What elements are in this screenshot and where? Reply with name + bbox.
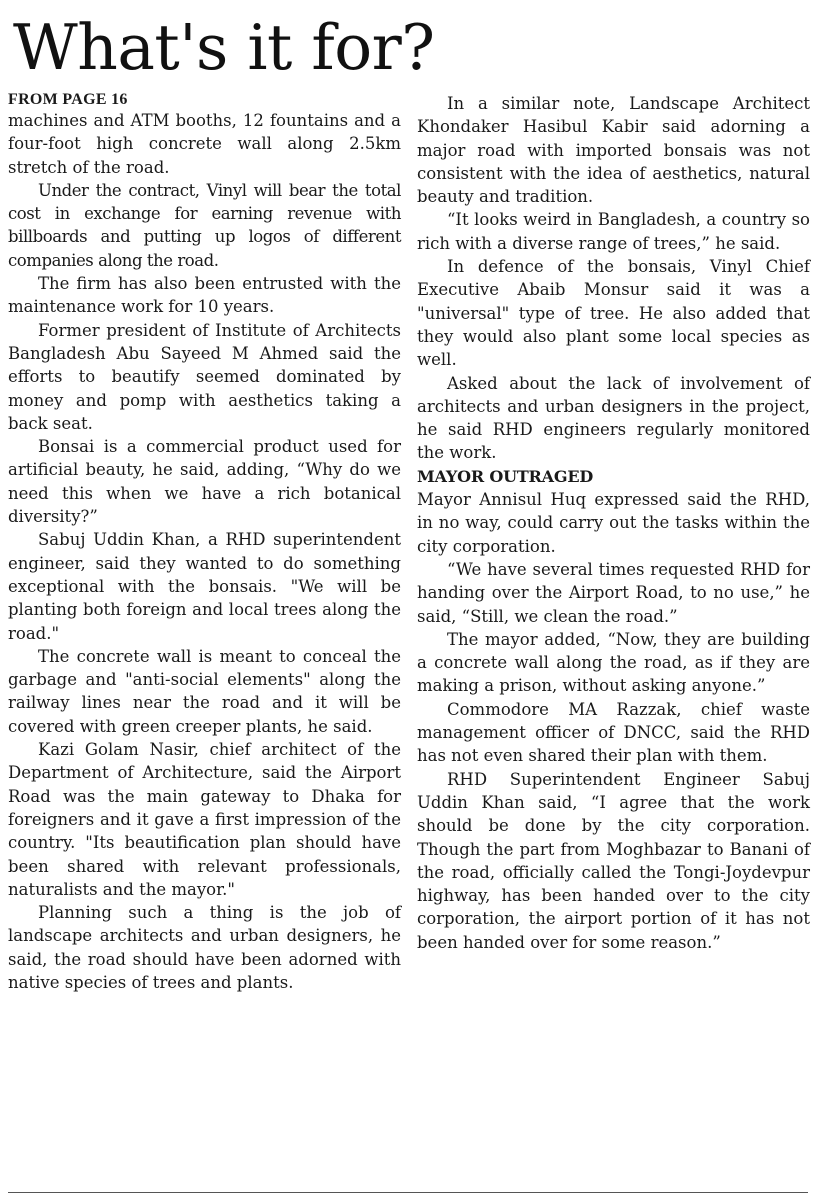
paragraph: In a similar note, Landscape Architect Khondaker Hasibul Kabir said adorning a major road with imported bonsais was not consistent with the idea of aesthetics, natural beauty and tradition. [417, 94, 810, 207]
paragraph: The concrete wall is meant to conceal the garbage and "anti-social elements" along the railway lines near the road and it will be covered with green creeper plants, he said. [8, 646, 401, 736]
paragraph: In defence of the bonsais, Vinyl Chief Executive Abaib Monsur said it was a "universal" type of tree. He also added that they would also plant some local species as well. [417, 257, 810, 370]
paragraph: Kazi Golam Nasir, chief architect of the Department of Architecture, said the Airport Road was the main gateway to Dhaka for foreigners and it gave a first impression of the country. "Its beautification plan should have been shared with relevant professionals, naturalists and the mayor." [8, 740, 401, 899]
article-column-right [417, 92, 810, 954]
paragraph: Former president of Institute of Architects Bangladesh Abu Sayeed M Ahmed said the efforts to beautify seemed dominated by money and pomp with aesthetics taking a back seat. [8, 320, 401, 433]
paragraph: machines and ATM booths, 12 fountains and a four-foot high concrete wall along 2.5km stretch of the road. [8, 111, 401, 177]
article-column-left [8, 92, 401, 994]
headline: What's it for? [13, 11, 435, 84]
bottom-rule [8, 1192, 808, 1193]
subheading: MAYOR OUTRAGED [417, 466, 593, 486]
paragraph: Under the contract, Vinyl will bear the total cost in exchange for earning revenue with billboards and putting up logos of different companies along the road. [8, 180, 401, 270]
paragraph: Commodore MA Razzak, chief waste management officer of DNCC, said the RHD has not even shared their plan with them. [417, 699, 810, 766]
paragraph: “We have several times requested RHD for handing over the Airport Road, to no use,” he said, “Still, we clean the road.” [417, 559, 810, 626]
paragraph: Mayor Annisul Huq expressed said the RHD, in no way, could carry out the tasks within the city corporation. [417, 490, 810, 556]
paragraph: Sabuj Uddin Khan, a RHD superintendent engineer, said they wanted to do something exceptional with the bonsais. "We will be planting both foreign and local trees along the road." [8, 530, 401, 643]
paragraph: RHD Superintendent Engineer Sabuj Uddin Khan said, “I agree that the work should be done by the city corporation. Though the part from Moghbazar to Banani of the road, officially called the Tongi-Joydevpur highway, has been handed over to the city corporation, the airport portion of it has not been handed over for some reason.” [417, 769, 810, 952]
paragraph: Planning such a thing is the job of landscape architects and urban designers, he said, the road should have been adorned with native species of trees and plants. [8, 903, 401, 992]
paragraph: Bonsai is a commercial product used for artificial beauty, he said, adding, “Why do we need this when we have a rich botanical diversity?” [8, 437, 401, 527]
paragraph: Asked about the lack of involvement of architects and urban designers in the project, he said RHD engineers regularly monitored the work. [417, 373, 810, 463]
paragraph: The firm has also been entrusted with the maintenance work for 10 years. [8, 274, 401, 317]
dateline: FROM PAGE 16 [8, 91, 128, 108]
paragraph: “It looks weird in Bangladesh, a country so rich with a diverse range of trees,” he said. [417, 210, 810, 253]
paragraph: The mayor added, “Now, they are building a concrete wall along the road, as if they are making a prison, without asking anyone.” [417, 629, 810, 696]
